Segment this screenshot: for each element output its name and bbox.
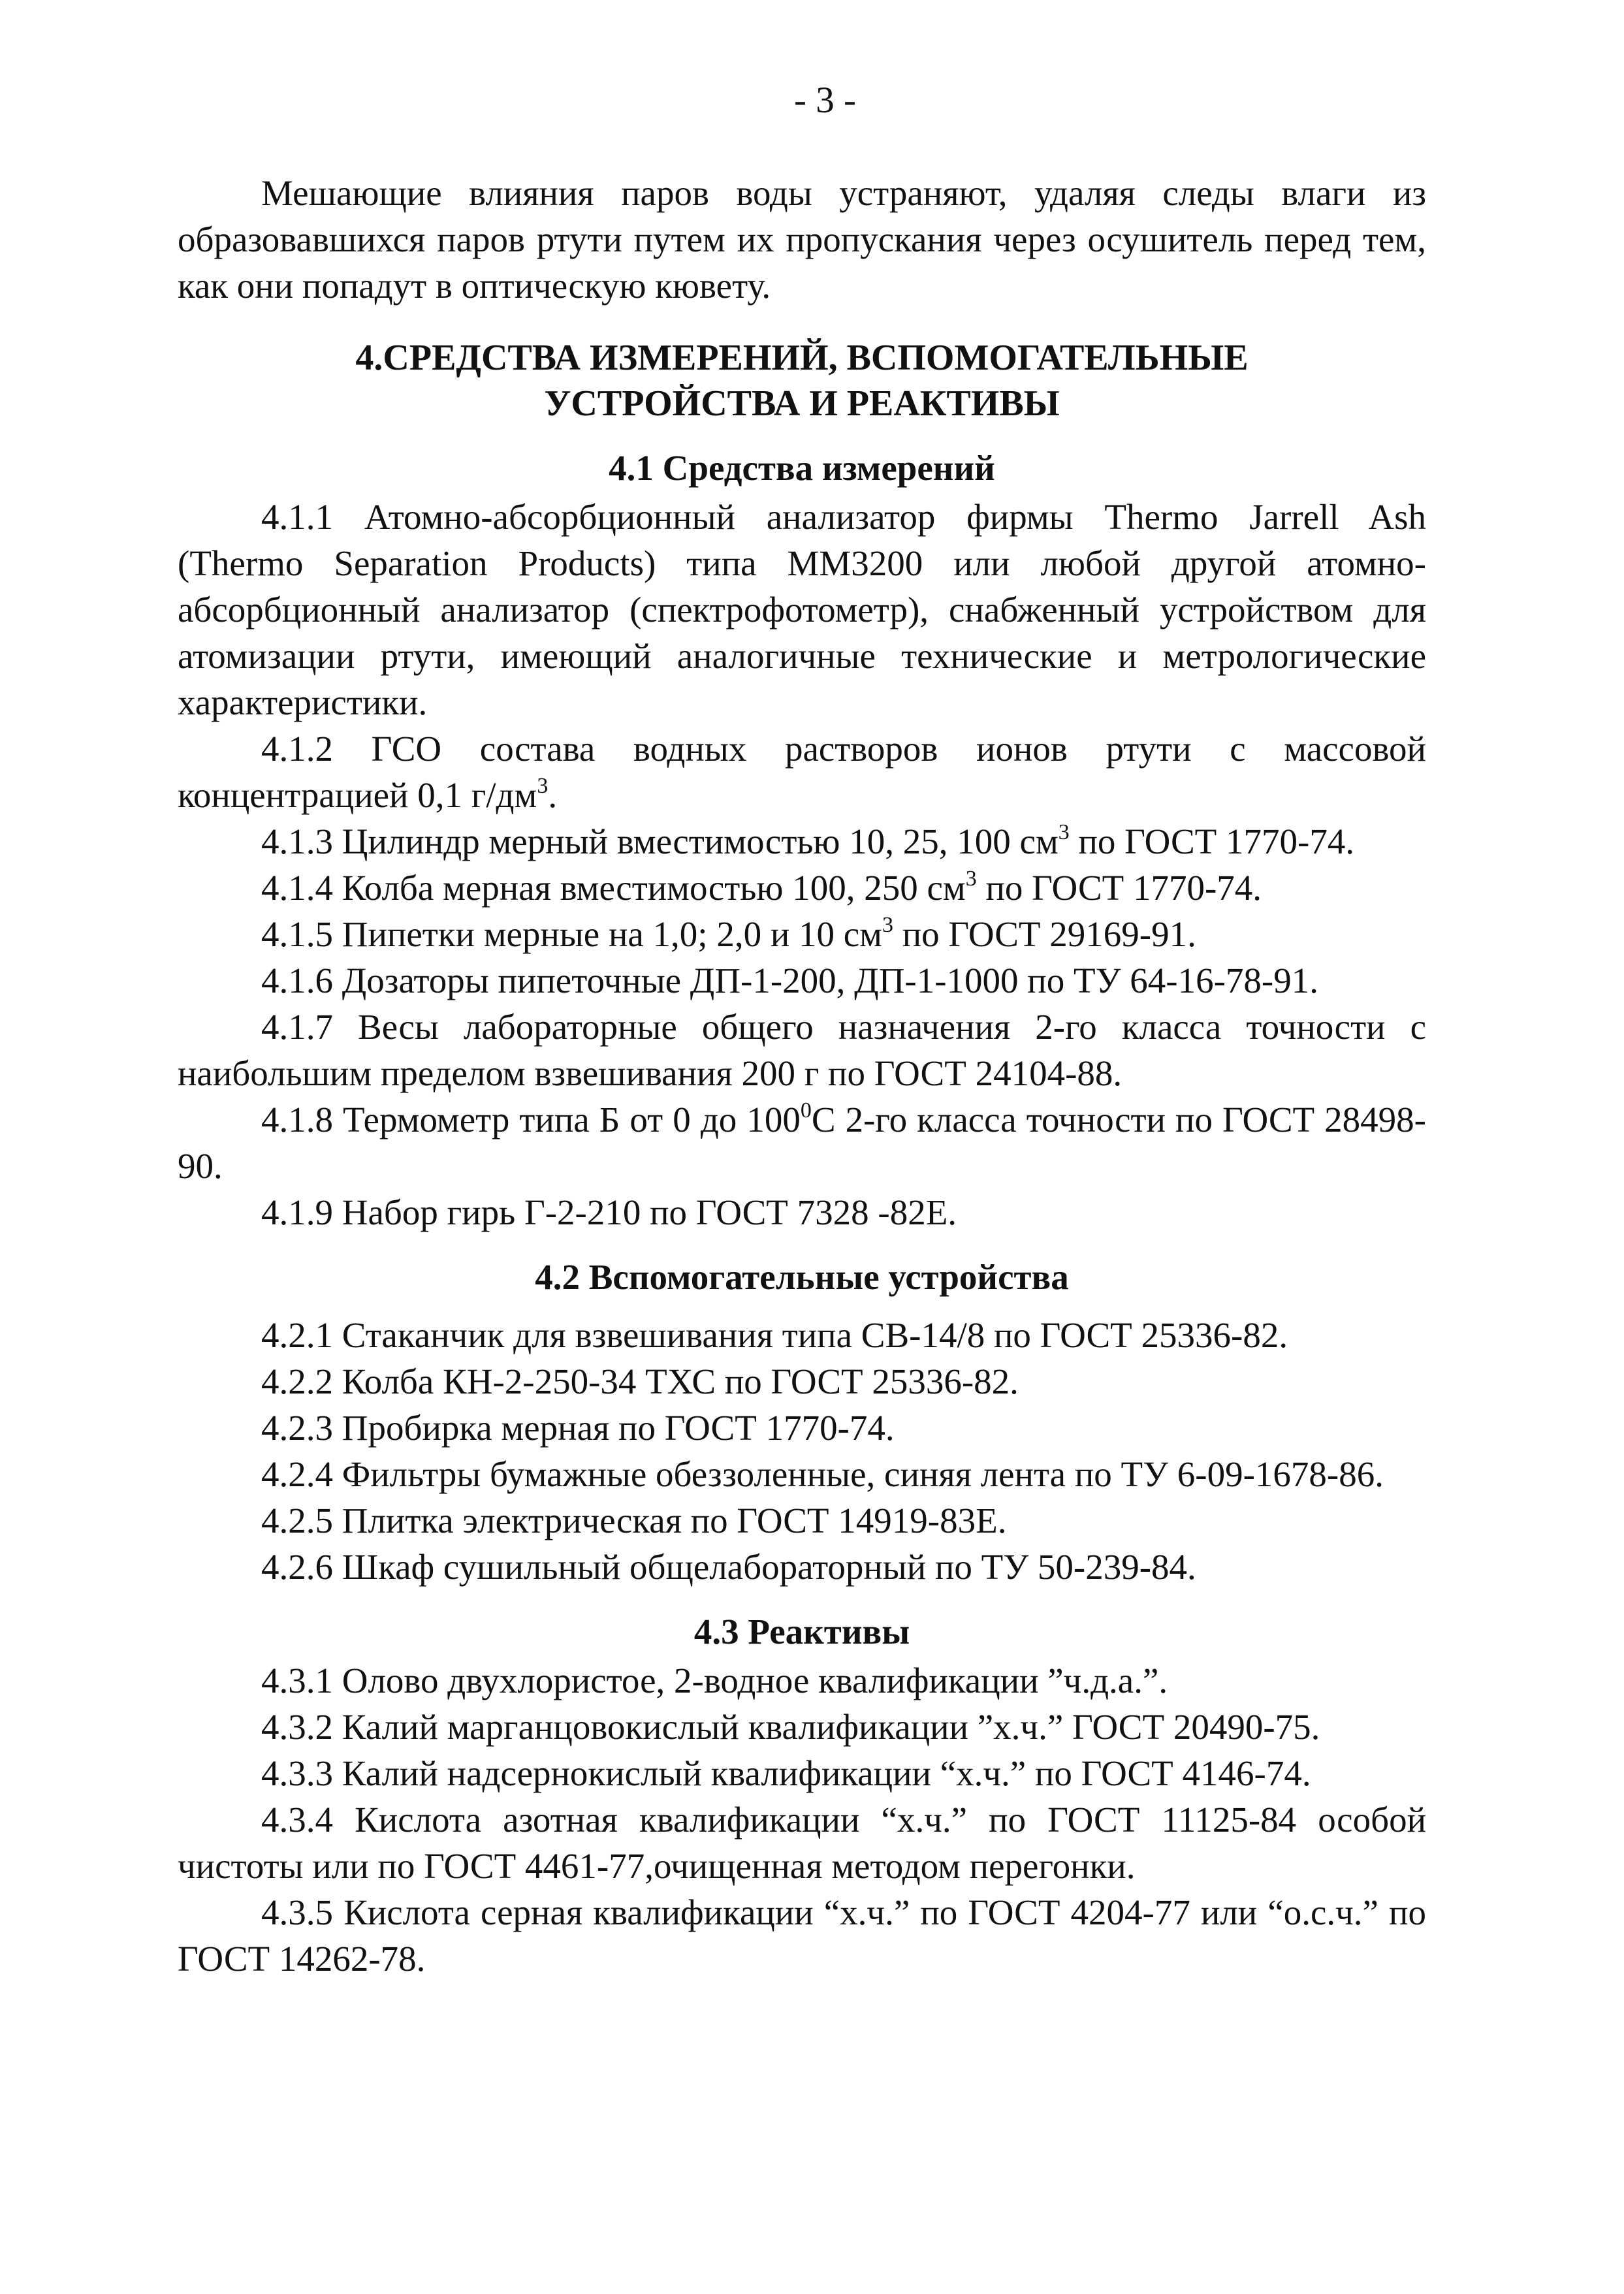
subsection-4-3-heading: 4.3 Реактивы [693,1612,910,1651]
item-4-1-3 [178,818,1426,865]
item-4-1-7: 4.1.7 Весы лабораторные общего назначения 2-го класса точности с наибольшим пределом взвешивания 200 г по ГОСТ 24104-88. [178,1007,1426,1093]
item-4-1-5-superscript: 3 [882,913,893,937]
item-4-1-5-tail: по ГОСТ 29169-91. [893,914,1196,954]
page-content [178,170,1426,1982]
item-4-2-1: 4.2.1 Стаканчик для взвешивания типа СВ-14/8 по ГОСТ 25336-82. [261,1315,1288,1355]
item-4-1-4-superscript: 3 [965,867,977,891]
item-4-1-8 [178,1096,1426,1189]
item-4-1-2-tail: . [548,775,558,815]
item-4-1-3-tail: по ГОСТ 1770-74. [1069,821,1355,861]
item-4-1-4-tail: по ГОСТ 1770-74. [976,868,1262,908]
item-4-2-3: 4.2.3 Пробирка мерная по ГОСТ 1770-74. [261,1408,895,1448]
item-4-1-3-text: 4.1.3 Цилиндр мерный вместимостью 10, 25, 100 см [261,821,1059,861]
item-4-2-6: 4.2.6 Шкаф сушильный общелабораторный по ТУ 50-239-84. [261,1547,1196,1587]
item-4-1-5-text: 4.1.5 Пипетки мерные на 1,0; 2,0 и 10 см [261,914,882,954]
item-4-1-3-superscript: 3 [1058,820,1070,844]
section-4-title-line-2: УСТРОЙСТВА И РЕАКТИВЫ [544,383,1060,424]
item-4-1-1: 4.1.1 Атомно-абсорбционный анализатор фирмы Thermo Jarrell Ash (Thermo Separation Products) типа ММ3200 или любой другой атомно-абсорбционный анализатор (спектрофотометр), снабженный устройством для атомизации ртути, имеющий аналогичные технические и метрологические характеристики. [178,497,1426,722]
item-4-1-2-text: 4.1.2 ГСО состава водных растворов ионов ртути с массовой концентрацией 0,1 г/дм [178,729,1426,815]
item-4-2-4: 4.2.4 Фильтры бумажные обеззоленные, синяя лента по ТУ 6-09-1678-86. [261,1454,1384,1494]
item-4-1-8-text: 4.1.8 Термометр типа Б от 0 до 100 [261,1100,801,1139]
item-4-2-2: 4.2.2 Колба КН-2-250-34 ТХС по ГОСТ 25336-82. [261,1362,1019,1401]
item-4-1-2-superscript: 3 [537,774,549,798]
item-4-3-4: 4.3.4 Кислота азотная квалификации “х.ч.” по ГОСТ 11125-84 особой чистоты или по ГОСТ 4461-77,очищенная методом перегонки. [178,1800,1426,1886]
item-4-1-9: 4.1.9 Набор гирь Г-2-210 по ГОСТ 7328 -82Е. [261,1192,957,1232]
item-4-1-4-text: 4.1.4 Колба мерная вместимостью 100, 250 см [261,868,966,908]
section-4-title [178,335,1426,426]
item-4-1-8-superscript: 0 [800,1098,812,1123]
item-4-3-5: 4.3.5 Кислота серная квалификации “х.ч.” по ГОСТ 4204-77 или “о.с.ч.” по ГОСТ 14262-78. [178,1892,1426,1979]
spacer [178,1303,1426,1312]
item-4-3-3: 4.3.3 Калий надсернокислый квалификации “х.ч.” по ГОСТ 4146-74. [261,1753,1311,1793]
section-4-title-line-1: 4.СРЕДСТВА ИЗМЕРЕНИЙ, ВСПОМОГАТЕЛЬНЫЕ [355,338,1249,378]
item-4-3-2: 4.3.2 Калий марганцовокислый квалификации ”х.ч.” ГОСТ 20490-75. [261,1707,1320,1747]
item-4-1-8-tail: С 2-го класса точности по ГОСТ 28498-90. [178,1100,1426,1186]
subsection-4-2-heading: 4.2 Вспомогательные устройства [535,1257,1069,1297]
item-4-2-5: 4.2.5 Плитка электрическая по ГОСТ 14919-83Е. [261,1501,1007,1540]
page-number: - 3 - [794,80,856,121]
item-4-3-1: 4.3.1 Олово двухлористое, 2-водное квалификации ”ч.д.а.”. [261,1661,1168,1700]
item-4-1-4 [178,865,1426,911]
item-4-1-2 [178,725,1426,818]
item-4-1-5 [178,911,1426,957]
subsection-4-1-heading: 4.1 Средства измерений [609,448,995,488]
intro-paragraph: Мешающие влияния паров воды устраняют, удаляя следы влаги из образовавшихся паров ртути путем их пропускания через осушитель перед тем, как они попадут в оптическую кювету. [178,173,1426,306]
item-4-1-6: 4.1.6 Дозаторы пипеточные ДП-1-200, ДП-1-1000 по ТУ 64-16-78-91. [261,961,1318,1000]
